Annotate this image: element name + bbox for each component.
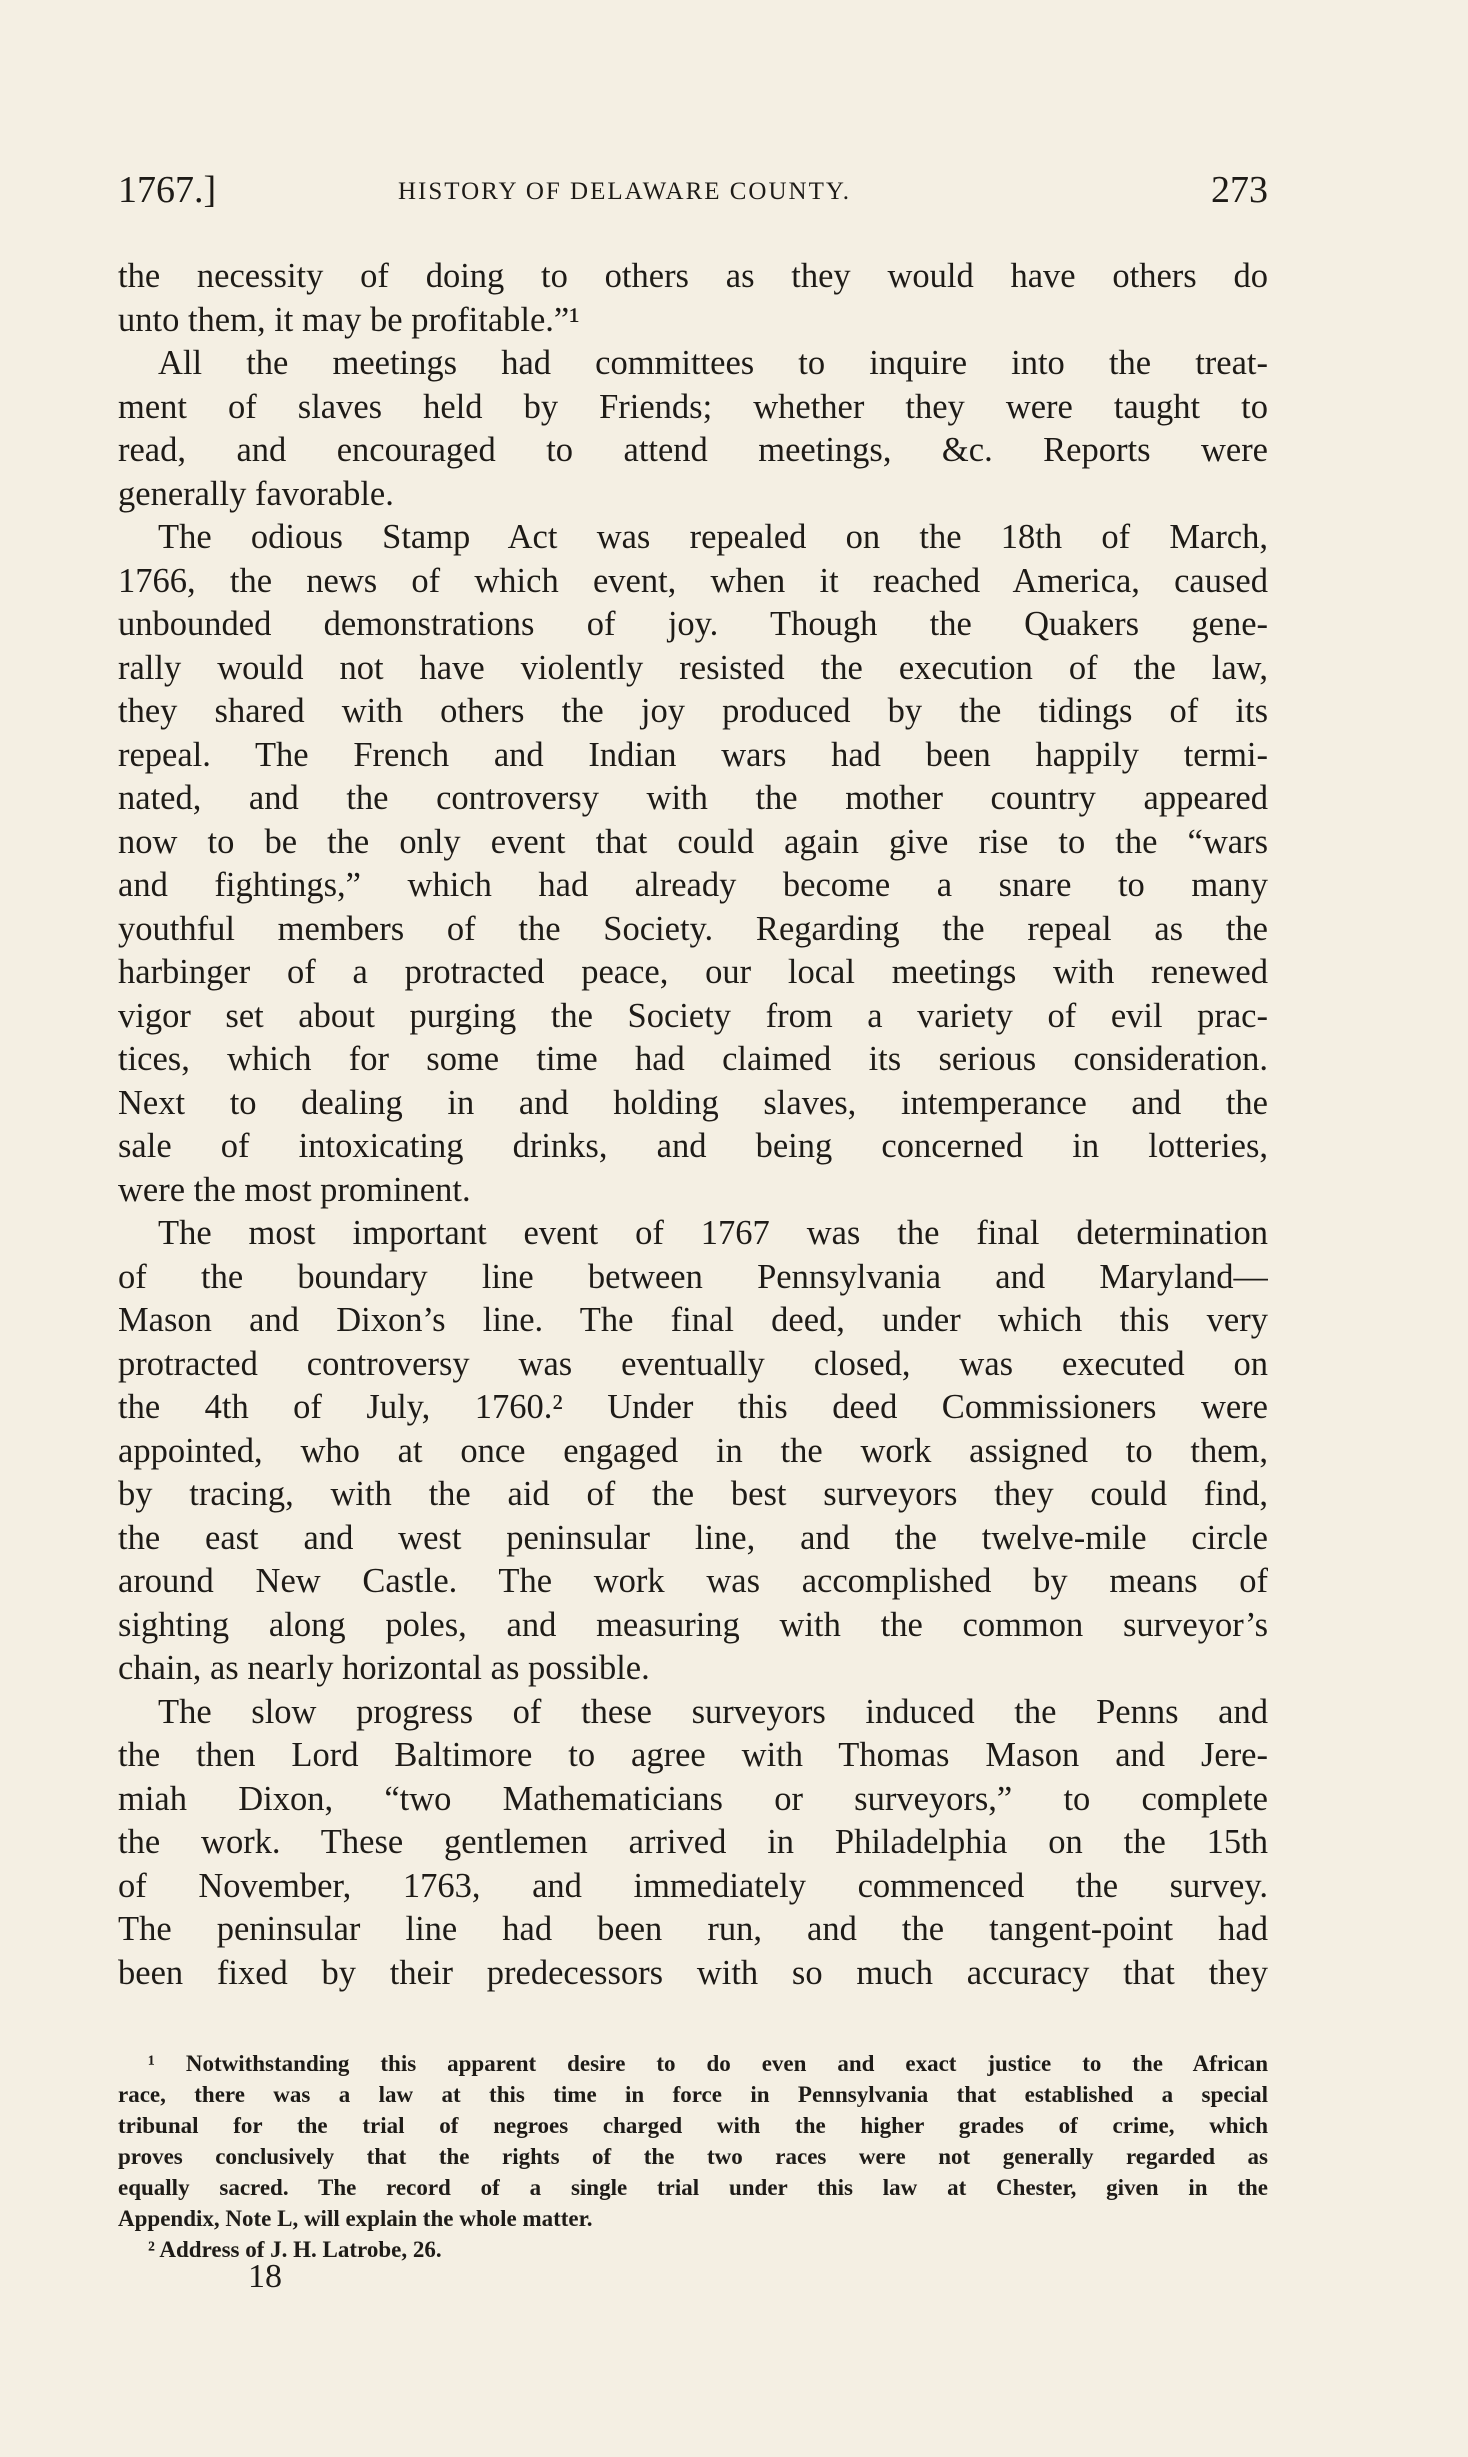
body-line: the 4th of July, 1760.² Under this deed Commissioners were xyxy=(118,1388,1268,1426)
header-year: 1767.] xyxy=(118,169,217,211)
body-line: miah Dixon, “two Mathematicians or surveyors,” to complete xyxy=(118,1779,1268,1818)
body-line: sale of intoxicating drinks, and being concerned in lotteries, xyxy=(118,1127,1268,1165)
body-line: The odious Stamp Act was repealed on the 18th of March, xyxy=(158,518,1268,556)
body-line: now to be the only event that could again give rise to the “wars xyxy=(118,822,1268,861)
body-line: protracted controversy was eventually closed, was executed on xyxy=(118,1344,1268,1383)
footnote-line: proves conclusively that the rights of the two races were not generally regarded as xyxy=(118,2144,1268,2169)
footnote-line: Appendix, Note L, will explain the whole matter. xyxy=(118,2206,593,2231)
footnote-line: equally sacred. The record of a single trial under this law at Chester, given in the xyxy=(118,2175,1268,2200)
body-line: generally favorable. xyxy=(118,474,394,513)
body-line: been fixed by their predecessors with so much accuracy that they xyxy=(118,1953,1268,1992)
footnote-line: tribunal for the trial of negroes charged with the higher grades of crime, which xyxy=(118,2113,1268,2138)
body-line: unbounded demonstrations of joy. Though the Quakers gene- xyxy=(118,605,1268,643)
body-line: were the most prominent. xyxy=(118,1170,471,1209)
body-line: the necessity of doing to others as they would have others do xyxy=(118,257,1268,295)
footnotes xyxy=(118,2048,1268,2265)
body-line: Next to dealing in and holding slaves, intemperance and the xyxy=(118,1083,1268,1122)
body-line: of the boundary line between Pennsylvania and Maryland— xyxy=(118,1257,1268,1296)
body-line: of November, 1763, and immediately commenced the survey. xyxy=(118,1866,1268,1905)
body-line: appointed, who at once engaged in the work assigned to them, xyxy=(118,1431,1268,1470)
body-line: The peninsular line had been run, and the tangent-point had xyxy=(118,1910,1268,1948)
footnote-line: ¹ Notwithstanding this apparent desire to do even and exact justice to the African xyxy=(148,2051,1268,2076)
body-line: the east and west peninsular line, and the twelve-mile circle xyxy=(118,1518,1268,1557)
body-line: the work. These gentlemen arrived in Philadelphia on the 15th xyxy=(118,1823,1268,1861)
header-title: HISTORY OF DELAWARE COUNTY. xyxy=(398,178,851,205)
body-line: and fightings,” which had already become a snare to many xyxy=(118,866,1268,904)
body-line: by tracing, with the aid of the best surveyors they could find, xyxy=(118,1475,1268,1513)
footnote-line: race, there was a law at this time in force in Pennsylvania that established a special xyxy=(118,2082,1268,2107)
body-line: The most important event of 1767 was the final determination xyxy=(158,1214,1268,1252)
body-line: youthful members of the Society. Regarding the repeal as the xyxy=(118,909,1268,948)
footnote-line: ² Address of J. H. Latrobe, 26. xyxy=(148,2237,442,2262)
body-line: vigor set about purging the Society from a variety of evil prac- xyxy=(118,996,1268,1035)
body-line: rally would not have violently resisted the execution of the law, xyxy=(118,648,1268,687)
body-line: nated, and the controversy with the mother country appeared xyxy=(118,779,1268,817)
running-header xyxy=(118,168,1268,220)
body-line: The slow progress of these surveyors induced the Penns and xyxy=(158,1692,1268,1731)
body-line: chain, as nearly horizontal as possible. xyxy=(118,1649,650,1687)
body-line: repeal. The French and Indian wars had been happily termi- xyxy=(118,735,1268,774)
body-line: the then Lord Baltimore to agree with Thomas Mason and Jere- xyxy=(118,1736,1268,1774)
body-line: Mason and Dixon’s line. The final deed, under which this very xyxy=(118,1301,1268,1339)
signature-mark: 18 xyxy=(248,2258,282,2295)
body-line: All the meetings had committees to inquire into the treat- xyxy=(158,344,1268,382)
body-line: they shared with others the joy produced by the tidings of its xyxy=(118,692,1268,730)
body-line: sighting along poles, and measuring with the common surveyor’s xyxy=(118,1605,1268,1644)
body-line: tices, which for some time had claimed its serious consideration. xyxy=(118,1040,1268,1078)
page-number: 273 xyxy=(1211,169,1268,211)
body-line: read, and encouraged to attend meetings, &c. Reports were xyxy=(118,431,1268,469)
body-line: around New Castle. The work was accomplished by means of xyxy=(118,1562,1268,1600)
body-line: ment of slaves held by Friends; whether they were taught to xyxy=(118,387,1268,426)
body-line: harbinger of a protracted peace, our local meetings with renewed xyxy=(118,953,1268,991)
body-line: unto them, it may be profitable.”¹ xyxy=(118,300,580,339)
body-line: 1766, the news of which event, when it reached America, caused xyxy=(118,561,1268,600)
body-text xyxy=(118,255,1268,1995)
